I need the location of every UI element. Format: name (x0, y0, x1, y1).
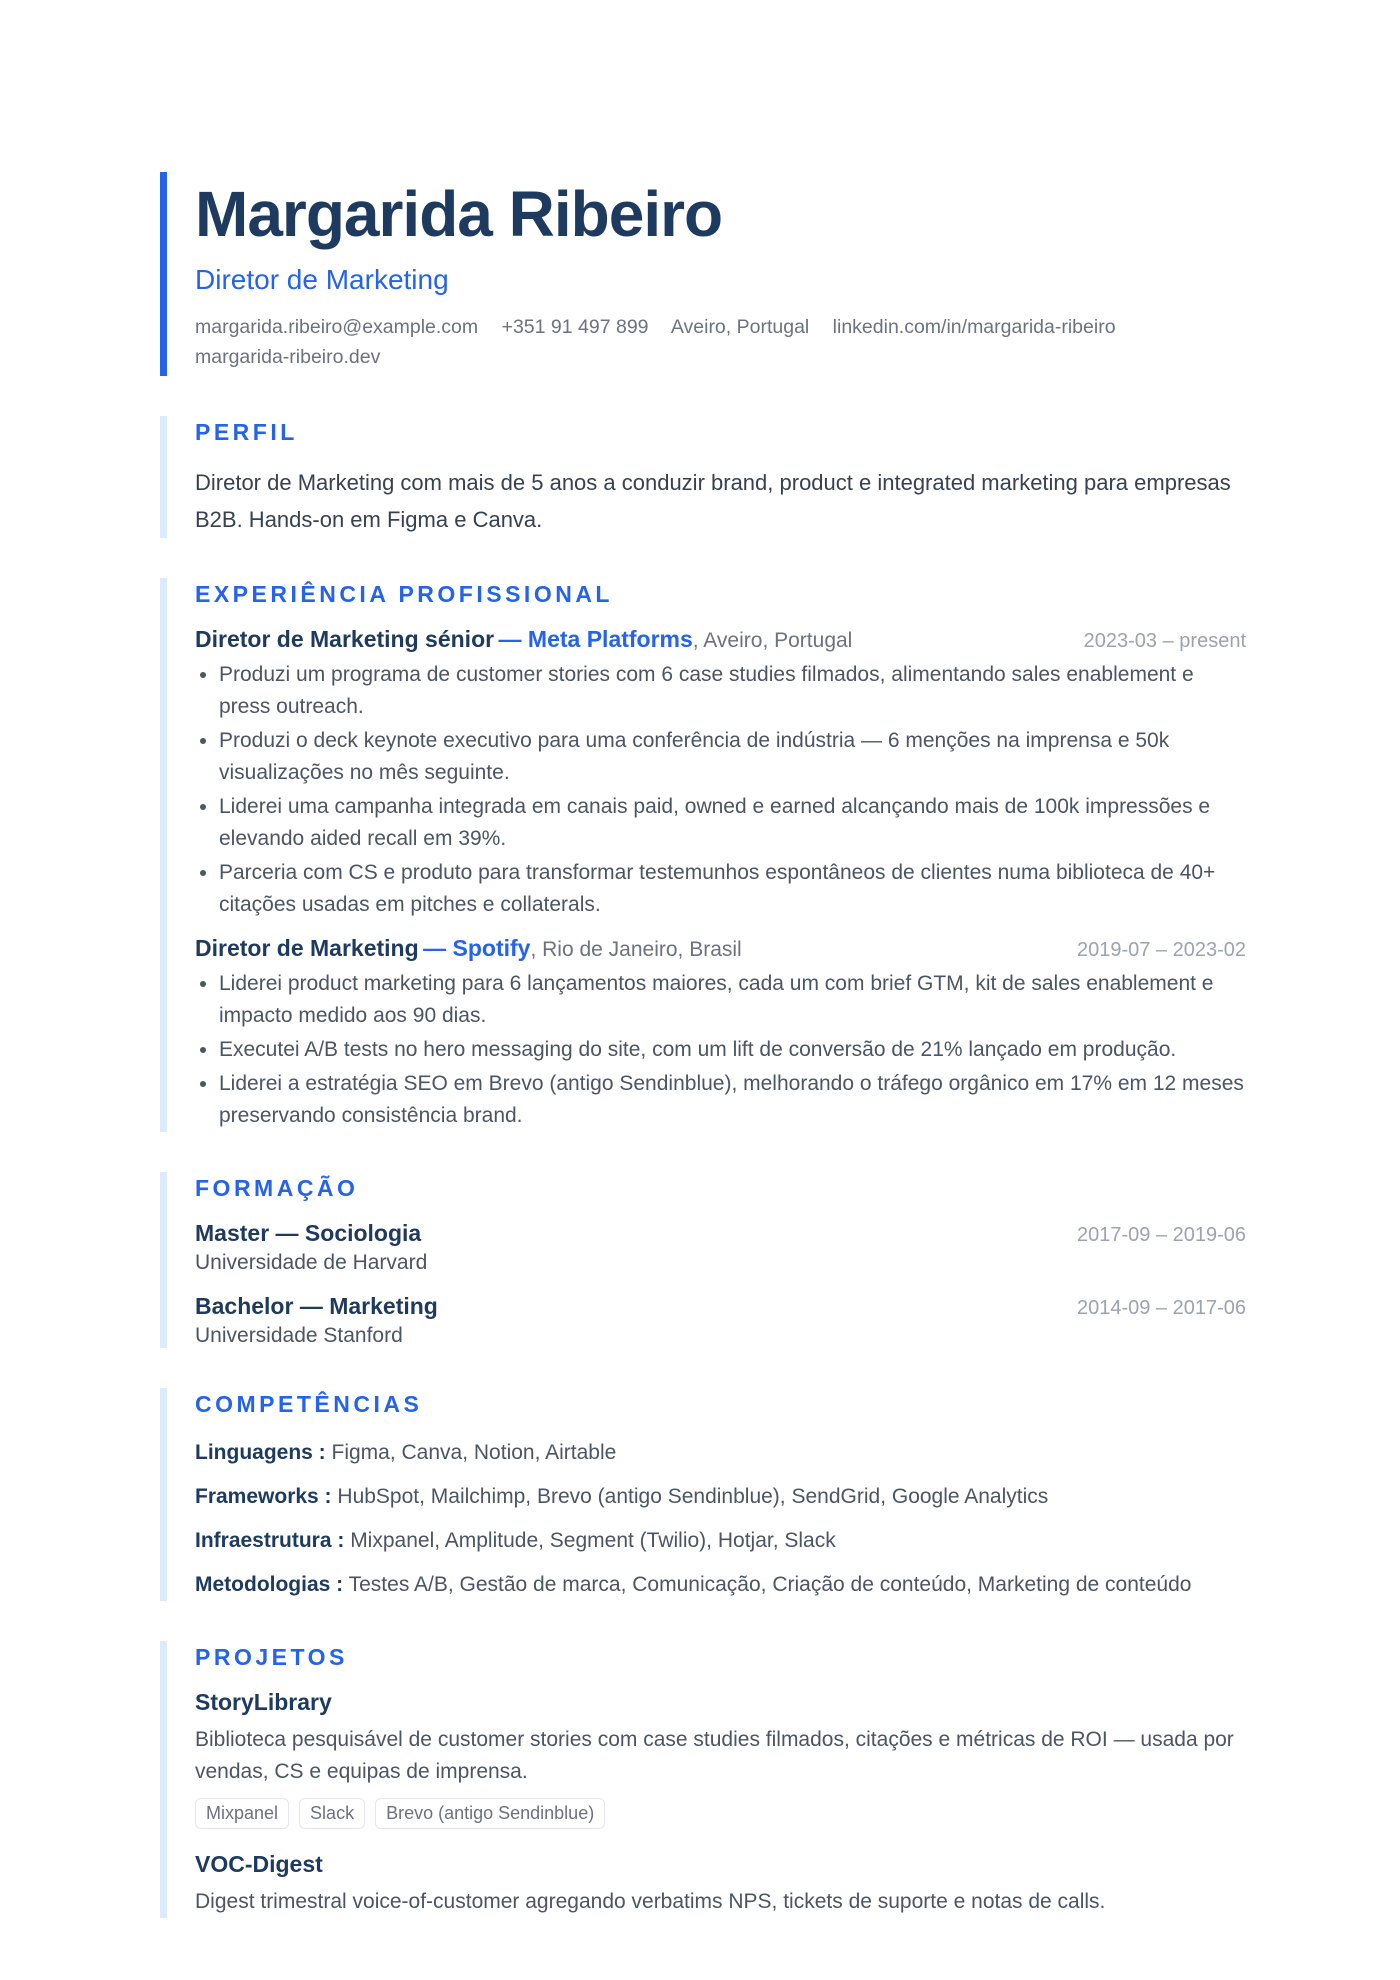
section-heading: FORMAÇÃO (195, 1175, 359, 1201)
section-heading: COMPETÊNCIAS (195, 1391, 423, 1417)
experience-section (160, 578, 1246, 1132)
education-dates: 2017-09 – 2019-06 (1076, 1224, 1246, 1246)
projects-section (160, 1641, 1246, 1918)
job-bullets (195, 968, 1246, 1132)
job-entry (195, 626, 1246, 921)
degree: Master — Sociologia (195, 1220, 422, 1246)
contact-phone: +351 91 497 899 (501, 316, 649, 338)
contact-info (195, 312, 1155, 372)
job-location: , Rio de Janeiro, Brasil (530, 938, 742, 961)
person-name: Margarida Ribeiro (195, 178, 723, 250)
skill-label: Frameworks : (195, 1485, 332, 1508)
job-bullet: • Produzi o deck keynote executivo para uma conferência de indústria — 6 menções na imprensa e 50k visualizações no mês seguinte. (219, 725, 1246, 789)
job-role: Diretor de Marketing (195, 935, 419, 961)
job-title: Diretor de Marketing (195, 264, 449, 295)
skill-row (195, 1568, 1246, 1601)
section-heading: PROJETOS (195, 1644, 348, 1670)
resume-content (160, 172, 1246, 1918)
section-heading: EXPERIÊNCIA PROFISSIONAL (195, 581, 613, 607)
project-tag: Mixpanel (195, 1798, 289, 1829)
skill-value: HubSpot, Mailchimp, Brevo (antigo Sendinblue), SendGrid, Google Analytics (331, 1485, 1049, 1508)
contact-website: margarida-ribeiro.dev (195, 346, 381, 368)
job-bullet: • Liderei product marketing para 6 lançamentos maiores, cada um com brief GTM, kit de sales enablement e impacto medido aos 90 dias. (219, 968, 1246, 1032)
job-company: — Meta Platforms (498, 626, 693, 652)
job-role: Diretor de Marketing sénior (195, 626, 495, 652)
project-entry (195, 1851, 1246, 1918)
education-entry (195, 1293, 1246, 1348)
contact-linkedin: linkedin.com/in/margarida-ribeiro (832, 316, 1116, 338)
skills-section (160, 1388, 1246, 1601)
skill-value: Testes A/B, Gestão de marca, Comunicação, Criação de conteúdo, Marketing de conteúdo (343, 1573, 1192, 1596)
job-location: , Aveiro, Portugal (692, 629, 853, 652)
profile-text: Diretor de Marketing com mais de 5 anos a conduzir brand, product e integrated marketing para empresas B2B. Hands-on em Figma e Canva. (195, 470, 1231, 532)
contact-location: Aveiro, Portugal (670, 316, 810, 338)
skill-value: Figma, Canva, Notion, Airtable (325, 1441, 617, 1464)
section-heading: PERFIL (195, 419, 298, 445)
job-dates: 2023-03 – present (1083, 630, 1246, 652)
job-dates: 2019-07 – 2023-02 (1076, 939, 1246, 961)
school: Universidade de Harvard (195, 1251, 428, 1274)
profile-section (160, 416, 1246, 538)
education-section (160, 1172, 1246, 1348)
resume-header (160, 172, 1246, 376)
project-tags (195, 1798, 1246, 1829)
education-entry (195, 1220, 1246, 1275)
project-description: Biblioteca pesquisável de customer stories com case studies filmados, citações e métricas de ROI — usada por vendas, CS e equipas de imprensa. (195, 1728, 1234, 1783)
skill-row (195, 1480, 1246, 1513)
project-tag: Slack (299, 1798, 365, 1829)
school: Universidade Stanford (195, 1324, 403, 1347)
project-name: VOC-Digest (195, 1851, 323, 1877)
job-bullet: • Produzi um programa de customer stories com 6 case studies filmados, alimentando sales enablement e press outreach. (219, 659, 1246, 723)
education-dates: 2014-09 – 2017-06 (1076, 1297, 1246, 1319)
skill-row (195, 1524, 1246, 1557)
job-bullet: • Parceria com CS e produto para transformar testemunhos espontâneos de clientes numa biblioteca de 40+ citações usadas em pitches e collaterals. (219, 857, 1246, 921)
skill-row (195, 1436, 1246, 1469)
project-tag: Brevo (antigo Sendinblue) (375, 1798, 605, 1829)
contact-email: margarida.ribeiro@example.com (195, 316, 479, 338)
degree: Bachelor — Marketing (195, 1293, 438, 1319)
job-bullets (195, 659, 1246, 921)
project-entry (195, 1689, 1246, 1829)
skill-label: Infraestrutura : (195, 1529, 345, 1552)
job-company: — Spotify (423, 935, 531, 961)
job-entry (195, 935, 1246, 1132)
skill-label: Linguagens : (195, 1441, 326, 1464)
job-bullet: • Executei A/B tests no hero messaging do site, com um lift de conversão de 21% lançado em produção. (219, 1034, 1246, 1066)
skill-label: Metodologias : (195, 1573, 344, 1596)
project-name: StoryLibrary (195, 1689, 332, 1715)
job-bullet: • Liderei uma campanha integrada em canais paid, owned e earned alcançando mais de 100k impressões e elevando aided recall em 39%. (219, 791, 1246, 855)
skill-value: Mixpanel, Amplitude, Segment (Twilio), Hotjar, Slack (344, 1529, 836, 1552)
project-description: Digest trimestral voice-of-customer agregando verbatims NPS, tickets de suporte e notas de calls. (195, 1890, 1106, 1913)
job-bullet: • Liderei a estratégia SEO em Brevo (antigo Sendinblue), melhorando o tráfego orgânico em 17% em 12 meses preservando consistência brand. (219, 1068, 1246, 1132)
